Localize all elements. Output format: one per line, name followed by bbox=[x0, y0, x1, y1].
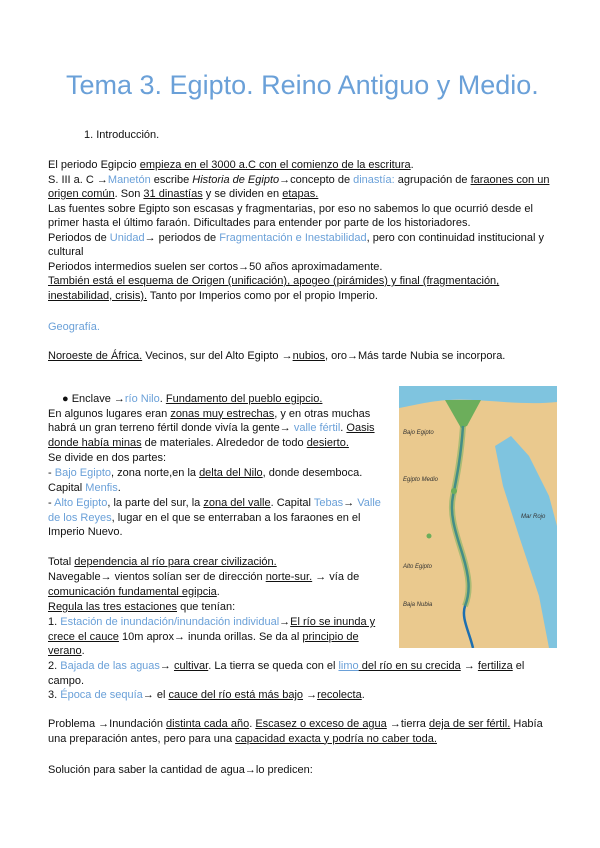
geography-heading: Geografía. bbox=[48, 321, 100, 333]
geography-paragraph: Noroeste de África. Vecinos, sur del Alto Egipto →nubios, oro→Más tarde Nubia se incorpora. bbox=[48, 350, 506, 362]
map-label-red-sea: Mar Rojo bbox=[521, 514, 546, 520]
intro-paragraph: El periodo Egipcio empieza en el 3000 a.C con el comienzo de la escritura. S. III a. C →Manetón escribe Historia de Egipto→concepto de dinastía: agrupación de faraones con un origen común. Son 31 dinastías y se dividen en etapas. Las fuentes sobre Egipto son escasas y fragmentarias, por eso no sabemos lo que ocurrió desde el primer hasta el último faraón. Dificultades para entender por parte de los historiadores. Periodos de Unidad→ periodos de Fragmentación e Inestabilidad, pero con continuidad institucional y cultural Periodos intermedios suelen ser cortos→50 años aproximadamente. También está el esquema de Origen (unificación), apogeo (pirámides) y final (fragmentación, inestabilidad, crisis). Tanto por Imperios como por el propio Imperio. bbox=[48, 159, 550, 302]
seasons-intro: Regula las tres estaciones que tenían: bbox=[48, 601, 236, 613]
season-item-2: 2. Bajada de las aguas→ cultivar. La tierra se queda con el limo del río en su crecida → fertiliza el campo. bbox=[48, 660, 525, 687]
map-oasis bbox=[451, 488, 457, 494]
bajo-egipto-item: - Bajo Egipto, zona norte,en la delta del Nilo, donde desemboca. Capital Menfis. bbox=[48, 467, 363, 494]
map-oasis-2 bbox=[427, 534, 432, 539]
alto-egipto-item: - Alto Egipto, la parte del sur, la zona del valle. Capital Tebas→ Valle de los Reyes, lugar en el que se enterraban a los faraones en el Imperio Nuevo. bbox=[48, 497, 381, 538]
season-item-1: 1. Estación de inundación/inundación individual→El río se inunda y crece el cauce 10m aprox→ inunda orillas. Se da al principio de verano. bbox=[48, 616, 376, 657]
map-label-middle-egypt: Egipto Medio bbox=[403, 477, 439, 483]
season-item-3: 3. Época de sequía→ el cauce del río está más bajo →recolecta. bbox=[48, 689, 365, 701]
two-parts-text: Se divide en dos partes: bbox=[48, 452, 167, 464]
navigable-text: Navegable→ vientos solían ser de dirección norte-sur. → vía de comunicación fundamental egipcia. bbox=[48, 571, 360, 598]
map-label-upper-egypt: Alto Egipto bbox=[403, 564, 433, 570]
solution-text: Solución para saber la cantidad de agua→lo predicen: bbox=[48, 764, 313, 776]
problem-paragraph: Problema →Inundación distinta cada año. Escasez o exceso de agua →tierra deja de ser fértil. Había una preparación antes, pero para una capacidad exacta y podría no caber toda. bbox=[48, 718, 543, 745]
total-dependence-text: Total dependencia al río para crear civilización. bbox=[48, 556, 277, 568]
map-label-lower-egypt: Bajo Egipto bbox=[403, 430, 434, 436]
page-title: Tema 3. Egipto. Reino Antiguo y Medio. bbox=[66, 70, 539, 100]
nile-paragraph: ● Enclave →río Nilo. Fundamento del pueblo egipcio. En algunos lugares eran zonas muy estrechas, y en otras muchas habrá un gran terreno fértil donde vivía la gente→ valle fértil. Oasis donde había minas de materiales. Alrededor de todo desierto. bbox=[48, 393, 375, 449]
map-label-lower-nubia: Baja Nubia bbox=[403, 602, 433, 608]
intro-heading: 1. Introducción. bbox=[84, 129, 160, 141]
egypt-map bbox=[399, 386, 557, 648]
